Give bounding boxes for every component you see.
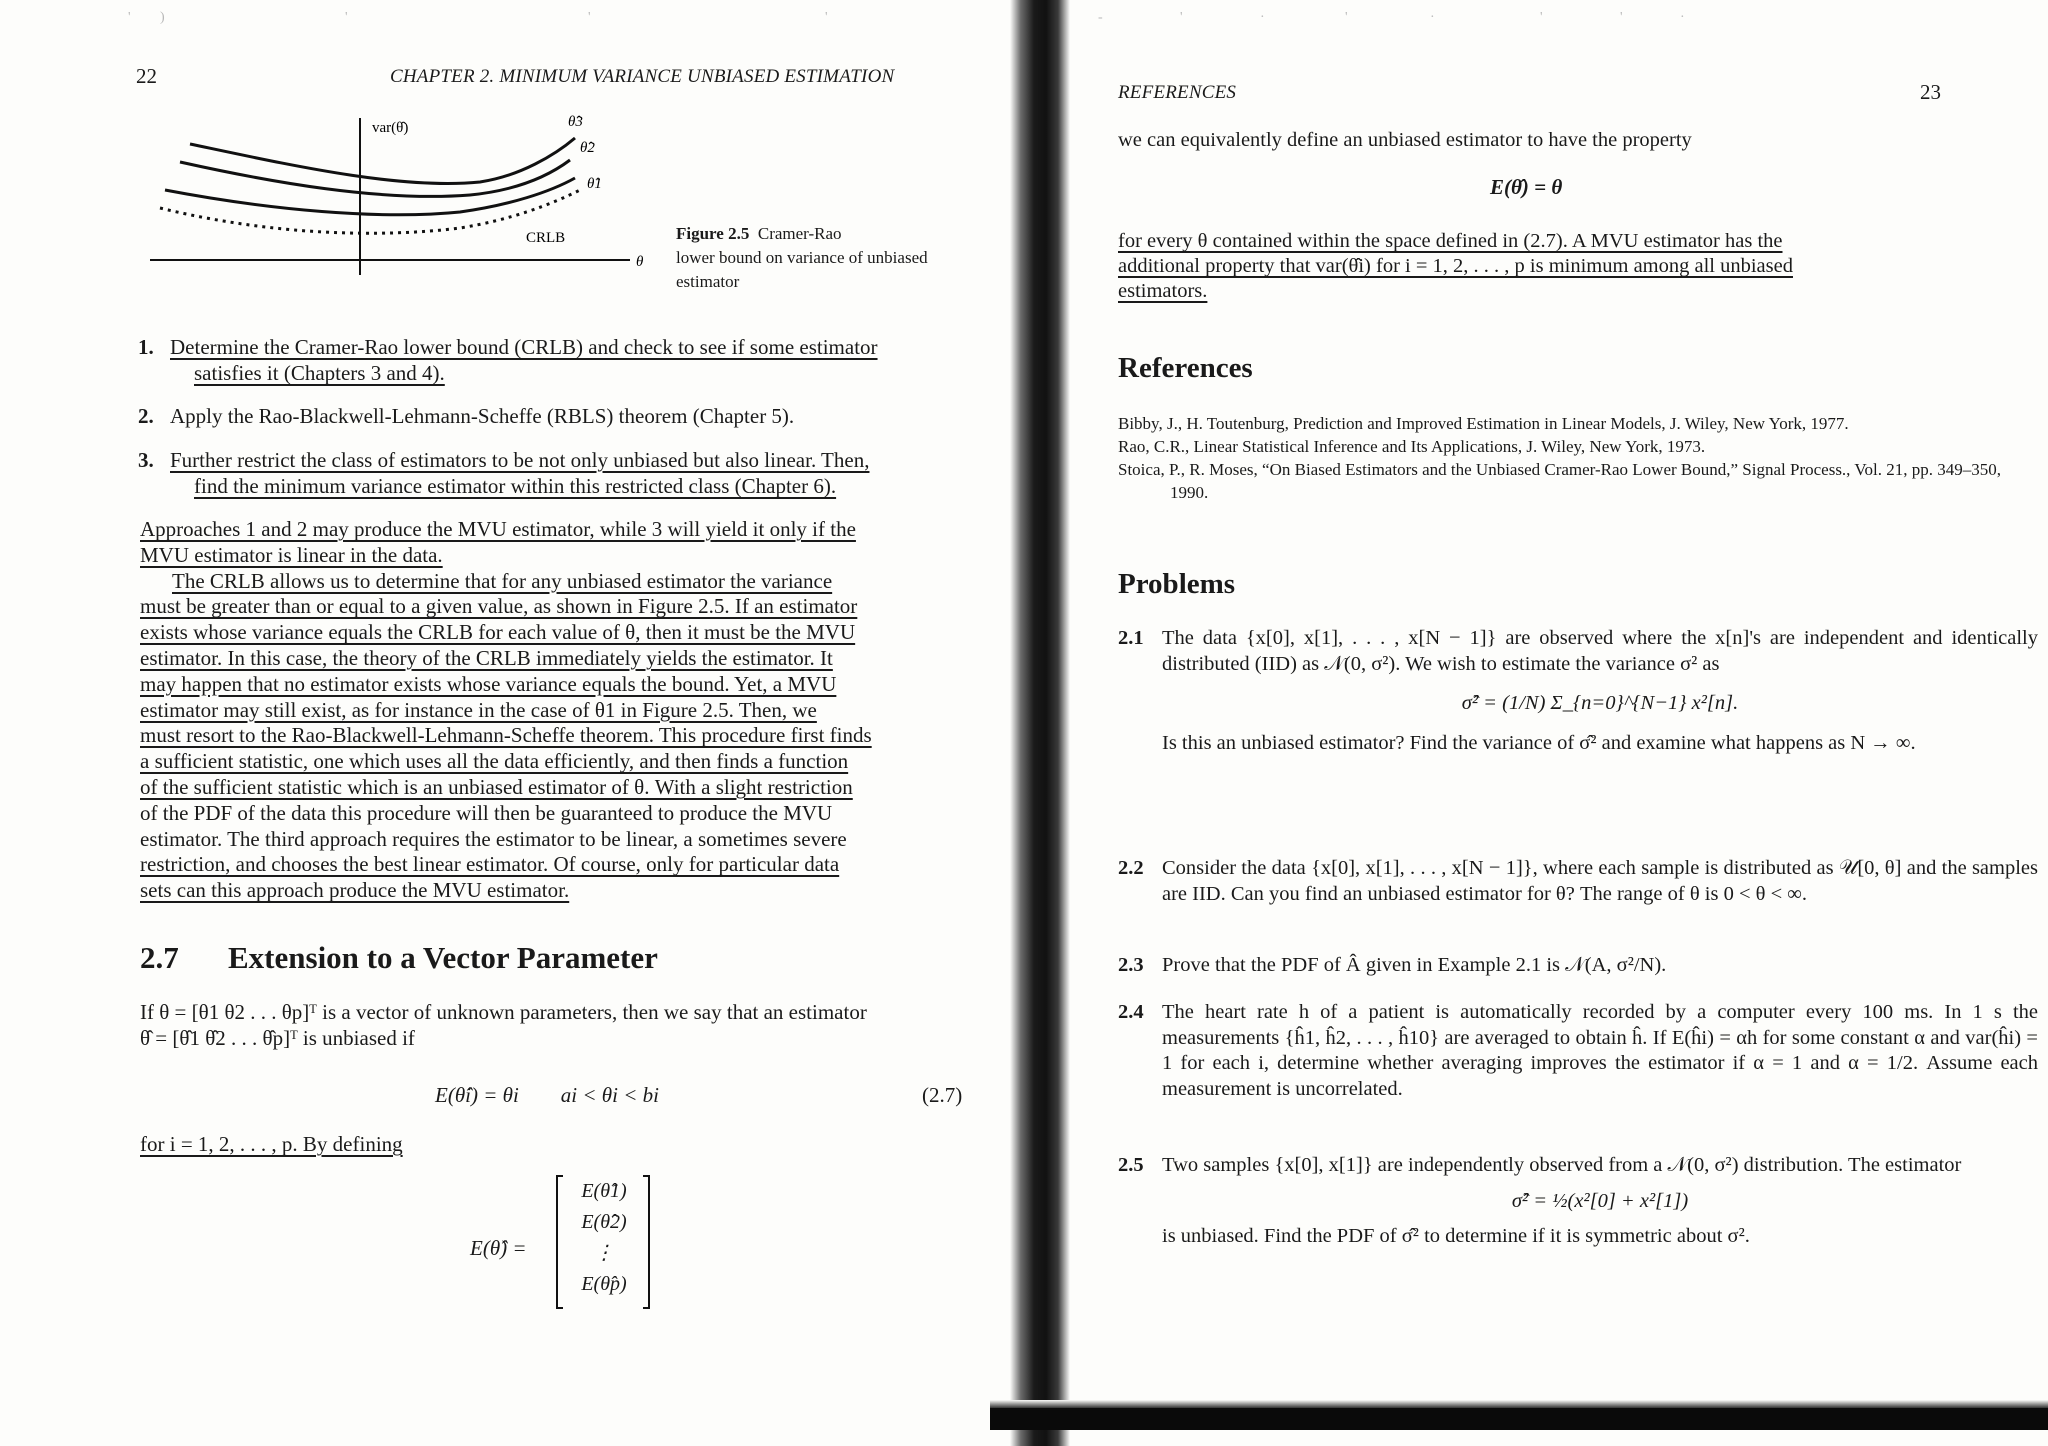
- var-label: var(θ̂): [372, 120, 409, 136]
- problem-item: [1118, 1000, 2038, 1102]
- section-title: Extension to a Vector Parameter: [228, 940, 658, 975]
- paragraph-line: a sufficient statistic, one which uses all the data efficiently, and then finds a function: [140, 749, 849, 774]
- running-head: CHAPTER 2. MINIMUM VARIANCE UNBIASED ESTIMATION: [390, 66, 895, 87]
- paragraph-line: of the PDF of the data this procedure will then be guaranteed to produce the MVU: [140, 800, 833, 825]
- problem-number: 2.2: [1118, 857, 1144, 879]
- paragraph-line: must resort to the Rao-Blackwell-Lehmann-Scheffe theorem. This procedure first finds: [140, 723, 872, 748]
- problem-equation: σ̂² = ½(x²[0] + x²[1]): [1511, 1189, 1689, 1212]
- figure-caption-line3: estimator: [676, 272, 740, 291]
- for-line: for i = 1, 2, . . . , p. By defining: [140, 1132, 403, 1156]
- problem-number: 2.3: [1118, 954, 1144, 976]
- figure-caption-line2: lower bound on variance of unbiased: [676, 248, 928, 267]
- list-item-line: satisfies it (Chapters 3 and 4).: [194, 361, 445, 385]
- reference-entry: Stoica, P., R. Moses, “On Biased Estimators and the Unbiased Cramer-Rao Lower Bound,” Signal Process., Vol. 21, pp. 349–350, 1990.: [1118, 460, 2001, 502]
- paragraph-line: estimators.: [1118, 280, 1208, 302]
- matrix-entry: E(θ̂1): [581, 1180, 627, 1202]
- problem-text: is unbiased. Find the PDF of σ̂² to determine if it is symmetric about σ².: [1162, 1225, 1750, 1247]
- problem-text: The heart rate h of a patient is automatically recorded by a computer every 100 ms. In 1 s the measurements {ĥ1, ĥ2, . . . , ĥ10} are averaged to obtain ĥ. If E(ĥi) = αh for some constant α and var(ĥi) = 1 for each i, determine whether averaging improves the estimator if α = 1 and α = 1/2. Assume each measurement is uncorrelated.: [1162, 1001, 2038, 1100]
- paragraph-line: estimator. In this case, the theory of the CRLB immediately yields the estimator. It: [140, 645, 833, 670]
- figure-caption-label: Figure 2.5: [676, 224, 750, 243]
- paragraph-line: θ̂ = [θ̂1 θ̂2 . . . θ̂p]ᵀ is unbiased if: [140, 1025, 415, 1050]
- crlb-figure: [150, 110, 670, 280]
- paragraph-line: The CRLB allows us to determine that for any unbiased estimator the variance: [172, 568, 833, 593]
- paragraph-line: estimator. The third approach requires the estimator to be linear, a sometimes severe: [140, 826, 847, 851]
- list-item-line: Further restrict the class of estimators to be not only unbiased but also linear. Then,: [170, 448, 870, 472]
- property-equation: E(θ̂) = θ: [1490, 175, 1563, 199]
- problem-number: 2.1: [1118, 627, 1144, 649]
- vector-paragraph: [140, 1000, 982, 1052]
- scan-marks: ' ) ' ' ' - ' · ' · ' ' ·: [128, 10, 1685, 25]
- paragraph-line: estimator may still exist, as for instance in the case of θ1 in Figure 2.5. Then, we: [140, 697, 817, 722]
- problems-heading: Problems: [1118, 568, 1236, 600]
- paragraph-line: additional property that var(θ̂i) for i = 1, 2, . . . , p is minimum among all unbiased: [1118, 255, 1793, 277]
- page-number: 22: [136, 64, 157, 88]
- problem-item: [1118, 626, 2038, 756]
- list-item: [138, 447, 980, 499]
- property-paragraph: [1118, 229, 2038, 304]
- list-item-line: Apply the Rao-Blackwell-Lehmann-Scheffe (RBLS) theorem (Chapter 5).: [170, 404, 795, 428]
- problem-item: [1118, 953, 2038, 979]
- problem-number: 2.4: [1118, 1001, 1144, 1023]
- intro-line: we can equivalently define an unbiased estimator to have the property: [1118, 129, 1692, 151]
- problem-number: 2.5: [1118, 1154, 1144, 1176]
- references-list: [1118, 412, 2038, 504]
- paragraph-line: exists whose variance equals the CRLB for each value of θ, then it must be the MVU: [140, 620, 856, 645]
- section-heading: [140, 940, 658, 976]
- figure-caption-line1: Cramer-Rao: [757, 224, 842, 243]
- problem-item: [1118, 856, 2038, 907]
- page-number: 23: [1920, 80, 1941, 104]
- paragraph-line: MVU estimator is linear in the data.: [140, 542, 443, 567]
- paragraph-line: sets can this approach produce the MVU estimator.: [140, 878, 570, 903]
- section-number: 2.7: [140, 940, 179, 975]
- paragraph-line: for every θ contained within the space defined in (2.7). A MVU estimator has the: [1118, 230, 1783, 252]
- problem-text: Consider the data {x[0], x[1], . . . , x[N − 1]}, where each sample is distributed as 𝒰[0, θ] and the samples are IID. Can you find an unbiased estimator for θ? The range of θ is 0 < θ < ∞.: [1162, 857, 2038, 905]
- matrix-lhs: E(θ̂) =: [470, 1236, 527, 1260]
- problem-equation: σ̂² = (1/N) Σ_{n=0}^{N−1} x²[n].: [1461, 692, 1739, 714]
- reference-entry: Bibby, J., H. Toutenburg, Prediction and Improved Estimation in Linear Models, J. Wiley, New York, 1977.: [1118, 414, 1849, 433]
- problem-text: Prove that the PDF of Â given in Example 2.1 is 𝒩(A, σ²/N).: [1162, 954, 1667, 976]
- list-item-number: 2.: [138, 404, 154, 428]
- problem-text: Is this an unbiased estimator? Find the variance of σ̂² and examine what happens as N → ∞.: [1162, 731, 1916, 754]
- theta3-label: θ̂3: [568, 114, 583, 130]
- paragraph-line: If θ = [θ1 θ2 . . . θp]ᵀ is a vector of unknown parameters, then we say that an estimator: [140, 1000, 867, 1024]
- list-item: [138, 334, 980, 386]
- curve-theta1: [165, 178, 575, 215]
- list-item-number: 3.: [138, 448, 154, 472]
- matrix-entry: E(θ̂2): [581, 1211, 627, 1233]
- list-item-line: find the minimum variance estimator within this restricted class (Chapter 6).: [194, 474, 837, 498]
- body-paragraph: [140, 517, 982, 904]
- reference-entry: Rao, C.R., Linear Statistical Inference and Its Applications, J. Wiley, New York, 1973.: [1118, 437, 1706, 456]
- problem-text: Two samples {x[0], x[1]} are independently observed from a 𝒩(0, σ²) distribution. The estimator: [1162, 1154, 1962, 1176]
- curve-crlb: [160, 190, 580, 233]
- right-page: [1080, 0, 2048, 1446]
- list-item-line: Determine the Cramer-Rao lower bound (CRLB) and check to see if some estimator: [170, 335, 878, 359]
- paragraph-line: may happen that no estimator exists whose variance equals the bound. Yet, a MVU: [140, 671, 837, 696]
- references-heading: References: [1118, 352, 1253, 384]
- paragraph-line: restriction, and chooses the best linear estimator. Of course, only for particular data: [140, 852, 840, 877]
- figure-caption: [676, 222, 986, 294]
- matrix-entry: E(θ̂p): [581, 1273, 627, 1295]
- equation-2-7: E(θ̂i) = θi ai < θi < bi: [435, 1083, 659, 1107]
- running-head: REFERENCES: [1118, 82, 1237, 103]
- crlb-label: CRLB: [526, 230, 566, 246]
- theta1-label: θ̂1: [587, 176, 602, 192]
- theta-axis-label: θ: [636, 254, 644, 270]
- problem-text: The data {x[0], x[1], . . . , x[N − 1]} are observed where the x[n]'s are independent and identically distributed (IID) as 𝒩(0, σ²). We wish to estimate the variance σ² as: [1162, 627, 2038, 675]
- paragraph-line: of the sufficient statistic which is an unbiased estimator of θ. With a slight restriction: [140, 774, 853, 799]
- matrix-entry: ⋮: [594, 1242, 614, 1264]
- matrix-entries: [568, 1176, 640, 1300]
- theta2-label: θ̂2: [580, 140, 595, 156]
- equation-number: (2.7): [922, 1083, 963, 1107]
- list-item: [138, 403, 980, 429]
- problem-item: [1118, 1153, 2038, 1250]
- paragraph-line: must be greater than or equal to a given value, as shown in Figure 2.5. If an estimator: [140, 594, 858, 619]
- paragraph-line: Approaches 1 and 2 may produce the MVU estimator, while 3 will yield it only if the: [140, 517, 856, 541]
- book-gutter: [1010, 0, 1070, 1446]
- list-item-number: 1.: [138, 335, 154, 359]
